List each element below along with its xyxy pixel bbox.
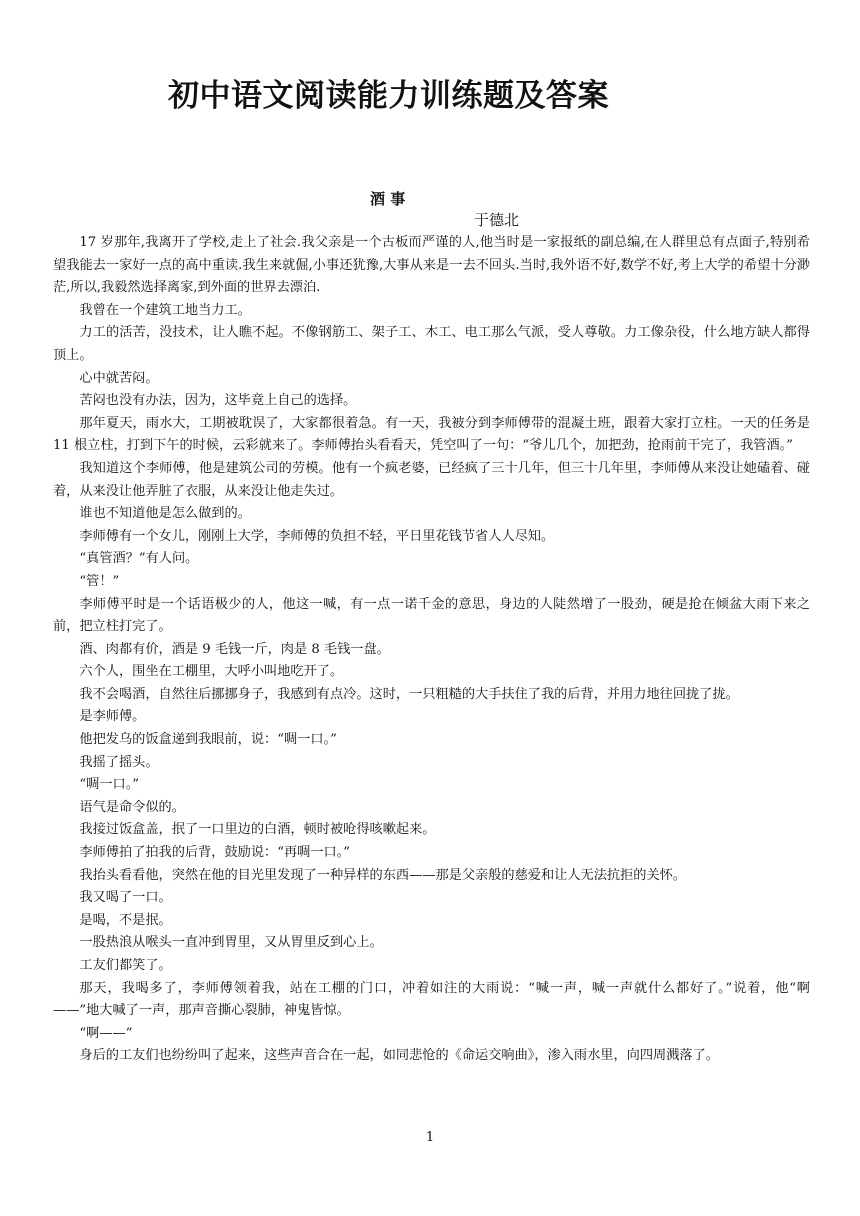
paragraph: 苦闷也没有办法，因为，这毕竟上自己的选择。 — [79, 393, 357, 409]
paragraph: 那年夏天，雨水大，工期被耽误了，大家都很着急。有一天，我被分到李师傅带的混凝土班，跟着大家打立柱。一天的任务是 11 根立柱，打到下午的时候，云彩就来了。李师傅抬头看看天，凭空叫了一句：“爷儿几个，加把劲，抢雨前干完了，我管酒。” — [53, 415, 810, 454]
paragraph: 我摇了摇头。 — [79, 754, 159, 770]
paragraph: “啊——” — [79, 1025, 133, 1041]
paragraph: 17 岁那年,我离开了学校,走上了社会.我父亲是一个古板而严谨的人,他当时是一家报纸的副总编,在人群里总有点面子,特别希望我能去一家好一点的高中重读.我生来就倔,小事还犹豫,大事从来是一去不回头.当时,我外语不好,数学不好,考上大学的希望十分渺茫,所以,我毅然选择离家,到外面的世界去漂泊. — [53, 235, 810, 296]
paragraph: 李师傅平时是一个话语极少的人，他这一喊，有一点一诺千金的意思，身边的人陡然增了一股劲，硬是抢在倾盆大雨下来之前，把立柱打完了。 — [53, 596, 810, 635]
paragraph: 他把发乌的饭盒递到我眼前，说：“啁一口。” — [79, 732, 337, 748]
paragraph: 力工的活苦，没技术，让人瞧不起。不像钢筋工、架子工、木工、电工那么气派，受人尊敬。力工像杂役，什么地方缺人都得顶上。 — [53, 325, 810, 363]
document-title: 初中语文阅读能力训练题及答案 — [168, 78, 609, 114]
paragraph: 六个人，围坐在工棚里，大呼小叫地吃开了。 — [79, 664, 344, 680]
paragraph: 心中就苦闷。 — [79, 370, 159, 386]
paragraph: “真管酒？”有人问。 — [79, 551, 199, 567]
paragraph: 我曾在一个建筑工地当力工。 — [79, 302, 251, 318]
paragraph: 谁也不知道他是怎么做到的。 — [79, 506, 251, 522]
paragraph: 是喝，不是抿。 — [79, 912, 172, 928]
paragraph: 李师傅拍了拍我的后背，鼓励说：“再啁一口。” — [79, 845, 351, 861]
paragraph: 我又喝了一口。 — [79, 890, 172, 906]
story-title: 酒 事 — [370, 190, 406, 208]
paragraph: 我不会喝酒，自然往后挪挪身子，我感到有点冷。这时，一只粗糙的大手扶住了我的后背，并用力地往回拢了拢。 — [79, 686, 739, 702]
paragraph: 我接过饭盒盖，抿了一口里边的白酒，顿时被呛得咳嗽起来。 — [79, 822, 436, 838]
paragraph: 我抬头看看他，突然在他的目光里发现了一种异样的东西——那是父亲般的慈爱和让人无法抗拒的关怀。 — [79, 867, 687, 883]
paragraph: 酒、肉都有价，酒是 9 毛钱一斤，肉是 8 毛钱一盘。 — [79, 641, 390, 657]
paragraph: “管！” — [79, 573, 120, 589]
paragraph: “啁一口。” — [79, 777, 140, 793]
story-author: 于德北 — [474, 211, 520, 229]
paragraph: 我知道这个李师傅，他是建筑公司的劳模。他有一个疯老婆，已经疯了三十几年，但三十几年里，李师傅从来没让她磕着、碰着，从来没让他弄脏了衣服，从来没让他走失过。 — [53, 460, 810, 499]
page-number: 1 — [425, 1130, 435, 1145]
paragraph: 身后的工友们也纷纷叫了起来，这些声音合在一起，如同悲怆的《命运交响曲》，渗入雨水里，向四周溅落了。 — [79, 1048, 719, 1064]
paragraph: 一股热浪从喉头一直冲到胃里，又从胃里反到心上。 — [79, 935, 383, 951]
story-body — [53, 232, 810, 1068]
paragraph: 语气是命令似的。 — [79, 799, 185, 815]
paragraph: 李师傅有一个女儿，刚刚上大学，李师傅的负担不轻，平日里花钱节省人人尽知。 — [79, 528, 555, 544]
paragraph: 是李师傅。 — [79, 709, 146, 725]
paragraph: 工友们都笑了。 — [79, 958, 172, 973]
paragraph: 那天，我喝多了，李师傅领着我，站在工棚的门口，冲着如注的大雨说：“喊一声，喊一声就什么都好了。”说着，他“啊——”地大喊了一声，那声音撕心裂肺，神鬼皆惊。 — [53, 980, 810, 1019]
